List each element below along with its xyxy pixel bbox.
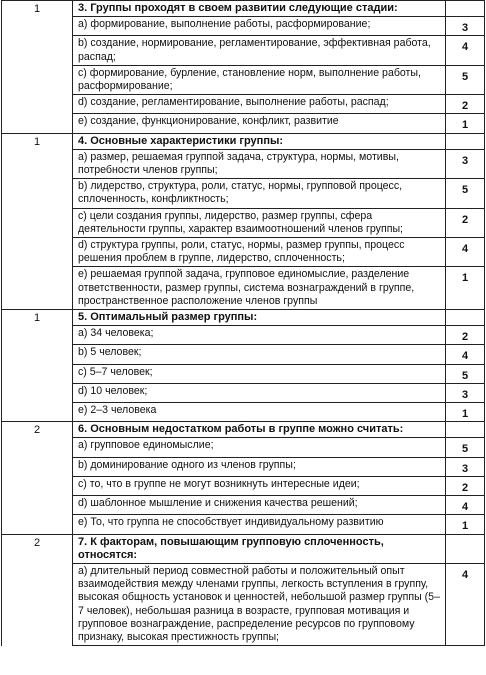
answer-option-text: e) решаемая группой задача, групповое единомыслие, разделение ответственности, размер группы, система вознаграждений в группе, пространственное расположение членов группы: [73, 267, 446, 310]
answer-option-text: e) создание, функционирование, конфликт, развитие: [73, 114, 446, 133]
answer-option-text: c) формирование, бурление, становление норм, выполнение работы, расформирование;: [73, 65, 446, 94]
difficulty-level: 1: [2, 133, 73, 309]
answer-option-text: a) размер, решаемая группой задача, структура, нормы, мотивы, потребности членов группы;: [73, 149, 446, 178]
difficulty-level: 2: [2, 422, 73, 534]
answer-score: 5: [446, 364, 485, 383]
answer-option-text: a) групповое единомыслие;: [73, 438, 446, 457]
answer-score: 2: [446, 326, 485, 345]
answer-option-row: [2, 364, 485, 383]
answer-option-text: c) 5–7 человек;: [73, 364, 446, 383]
answer-score: 1: [446, 515, 485, 534]
answer-score: 5: [446, 438, 485, 457]
question-text: 5. Оптимальный размер группы:: [73, 310, 446, 326]
answer-option-row: [2, 563, 485, 645]
answer-score: 4: [446, 238, 485, 267]
question-text: 3. Группы проходят в своем развитии следующие стадии:: [73, 1, 446, 17]
difficulty-level: 2: [2, 534, 73, 646]
answer-option-row: [2, 95, 485, 114]
answer-option-text: d) шаблонное мышление и снижения качества решений;: [73, 496, 446, 515]
difficulty-level: 1: [2, 310, 73, 422]
answer-option-text: a) длительный период совместной работы и положительный опыт взаимодействия между членами группы, легкость вступления в группу, высокая общность установок и ценностей, небольшой размер группы (5–7 человек), небольшая разница в возрасте, групповая мотивация и групповое вознаграждение, распределение ресурсов по групповому признаку, высокая престижность группы;: [73, 563, 446, 645]
score-header-cell: [446, 534, 485, 563]
answer-option-text: b) создание, нормирование, регламентирование, эффективная работа, распад;: [73, 36, 446, 65]
answer-option-text: d) 10 человек;: [73, 383, 446, 402]
test-table: [1, 0, 485, 646]
answer-option-row: [2, 149, 485, 178]
question-text: 6. Основным недостатком работы в группе можно считать:: [73, 422, 446, 438]
answer-option-row: [2, 383, 485, 402]
answer-option-row: [2, 267, 485, 310]
question-row: [2, 310, 485, 326]
answer-score: 4: [446, 563, 485, 645]
question-text: 4. Основные характеристики группы:: [73, 133, 446, 149]
answer-option-row: [2, 345, 485, 364]
answer-score: 4: [446, 496, 485, 515]
answer-option-text: b) доминирование одного из членов группы;: [73, 457, 446, 476]
question-row: [2, 133, 485, 149]
answer-option-row: [2, 438, 485, 457]
answer-option-text: b) лидерство, структура, роли, статус, нормы, групповой процесс, сплоченность, конфликтность;: [73, 179, 446, 208]
answer-score: 4: [446, 36, 485, 65]
answer-option-text: d) создание, регламентирование, выполнение работы, распад;: [73, 95, 446, 114]
answer-option-row: [2, 114, 485, 133]
answer-score: 1: [446, 114, 485, 133]
answer-score: 5: [446, 179, 485, 208]
score-header-cell: [446, 1, 485, 17]
question-row: [2, 534, 485, 563]
answer-option-text: a) 34 человека;: [73, 326, 446, 345]
answer-score: 3: [446, 17, 485, 36]
score-header-cell: [446, 422, 485, 438]
answer-option-row: [2, 36, 485, 65]
difficulty-level: 1: [2, 1, 73, 134]
answer-score: 3: [446, 457, 485, 476]
score-header-cell: [446, 310, 485, 326]
answer-score: 4: [446, 345, 485, 364]
score-header-cell: [446, 133, 485, 149]
answer-option-text: e) 2–3 человека: [73, 403, 446, 422]
answer-option-row: [2, 476, 485, 495]
answer-option-row: [2, 208, 485, 237]
answer-score: 2: [446, 208, 485, 237]
answer-option-text: b) 5 человек;: [73, 345, 446, 364]
answer-score: 3: [446, 383, 485, 402]
answer-option-text: e) То, что группа не способствует индивидуальному развитию: [73, 515, 446, 534]
question-text: 7. К факторам, повышающим групповую сплоченность, относятся:: [73, 534, 446, 563]
answer-option-row: [2, 457, 485, 476]
answer-score: 2: [446, 476, 485, 495]
answer-option-row: [2, 515, 485, 534]
answer-score: 1: [446, 403, 485, 422]
question-row: [2, 1, 485, 17]
answer-option-text: d) структура группы, роли, статус, нормы, размер группы, процесс решения проблем в группе, лидерство, сплоченность;: [73, 238, 446, 267]
answer-option-row: [2, 238, 485, 267]
answer-option-text: c) то, что в группе не могут возникнуть интересные идеи;: [73, 476, 446, 495]
answer-option-row: [2, 179, 485, 208]
answer-score: 1: [446, 267, 485, 310]
answer-option-row: [2, 17, 485, 36]
answer-option-row: [2, 65, 485, 94]
question-row: [2, 422, 485, 438]
answer-option-text: c) цели создания группы, лидерство, размер группы, сфера деятельности группы, характер взаимоотношений членов группы;: [73, 208, 446, 237]
answer-option-row: [2, 496, 485, 515]
answer-score: 2: [446, 95, 485, 114]
test-table-body: [2, 1, 485, 646]
answer-option-row: [2, 403, 485, 422]
answer-score: 5: [446, 65, 485, 94]
answer-option-row: [2, 326, 485, 345]
answer-option-text: a) формирование, выполнение работы, расформирование;: [73, 17, 446, 36]
answer-score: 3: [446, 149, 485, 178]
